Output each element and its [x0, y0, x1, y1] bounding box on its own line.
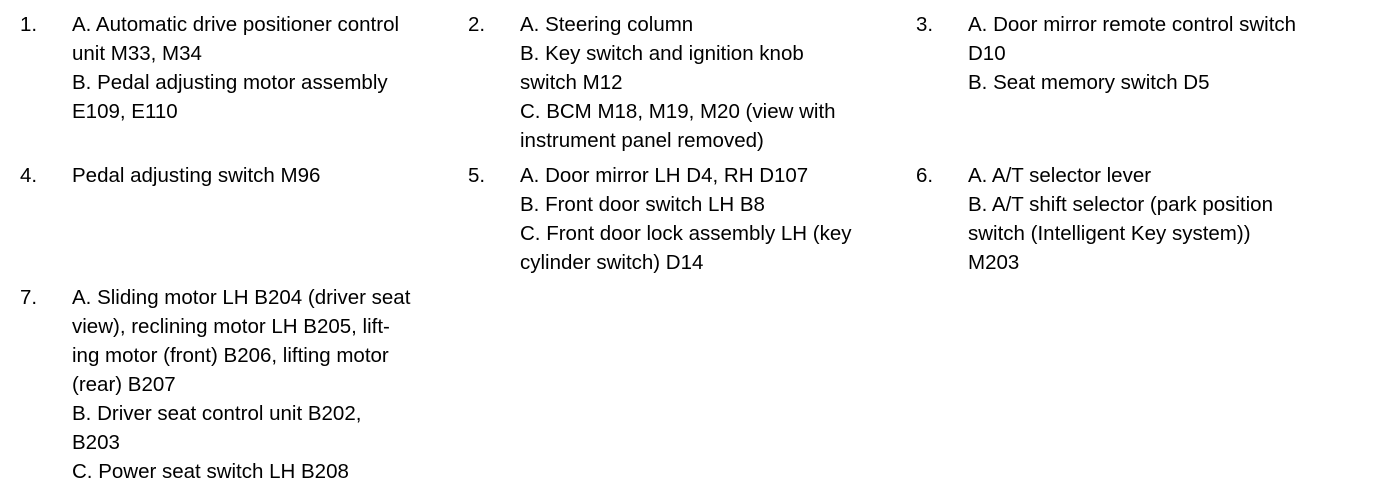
item-line: instrument panel removed): [520, 129, 764, 152]
item-line: ing motor (front) B206, lifting motor: [72, 344, 389, 367]
item-number: 6.: [916, 164, 934, 187]
item-line: B. Key switch and ignition knob: [520, 42, 804, 65]
item-line: B. Pedal adjusting motor assembly: [72, 71, 388, 94]
item-line: B. Front door switch LH B8: [520, 193, 765, 216]
item-line: C. Power seat switch LH B208: [72, 460, 349, 483]
item-line: switch (Intelligent Key system)): [968, 222, 1251, 245]
item-line: A. A/T selector lever: [968, 164, 1152, 187]
item-line: A. Door mirror LH D4, RH D107: [520, 164, 809, 187]
item-line: A. Door mirror remote control switch: [968, 13, 1297, 36]
item-number: 7.: [20, 286, 38, 309]
item-line: C. BCM M18, M19, M20 (view with: [520, 100, 836, 123]
legend-item-1: [0, 10, 448, 155]
item-line: B203: [72, 431, 120, 454]
item-line: Pedal adjusting switch M96: [72, 164, 321, 187]
item-line: (rear) B207: [72, 373, 176, 396]
item-line: unit M33, M34: [72, 42, 202, 65]
item-line: A. Automatic drive positioner control: [72, 13, 400, 36]
item-line: C. Front door lock assembly LH (key: [520, 222, 852, 245]
item-line: switch M12: [520, 71, 623, 94]
item-number: 2.: [468, 13, 486, 36]
item-line: M203: [968, 251, 1020, 274]
item-line: A. Steering column: [520, 13, 694, 36]
legend-item-6: [896, 161, 1376, 277]
item-number: 1.: [20, 13, 38, 36]
legend-item-5: [448, 161, 896, 277]
legend-item-3: [896, 10, 1376, 155]
item-line: A. Sliding motor LH B204 (driver seat: [72, 286, 411, 309]
item-line: B. Seat memory switch D5: [968, 71, 1210, 94]
item-number: 5.: [468, 164, 486, 187]
item-line: B. Driver seat control unit B202,: [72, 402, 362, 425]
item-line: D10: [968, 42, 1006, 65]
item-line: B. A/T shift selector (park position: [968, 193, 1273, 216]
item-line: E109, E110: [72, 100, 178, 123]
component-location-legend: [0, 10, 1376, 486]
legend-item-2: [448, 10, 896, 155]
item-line: cylinder switch) D14: [520, 251, 704, 274]
legend-item-4: [0, 161, 448, 277]
item-number: 3.: [916, 13, 934, 36]
item-line: view), reclining motor LH B205, lift-: [72, 315, 390, 338]
item-number: 4.: [20, 164, 38, 187]
legend-item-7: [0, 283, 448, 486]
